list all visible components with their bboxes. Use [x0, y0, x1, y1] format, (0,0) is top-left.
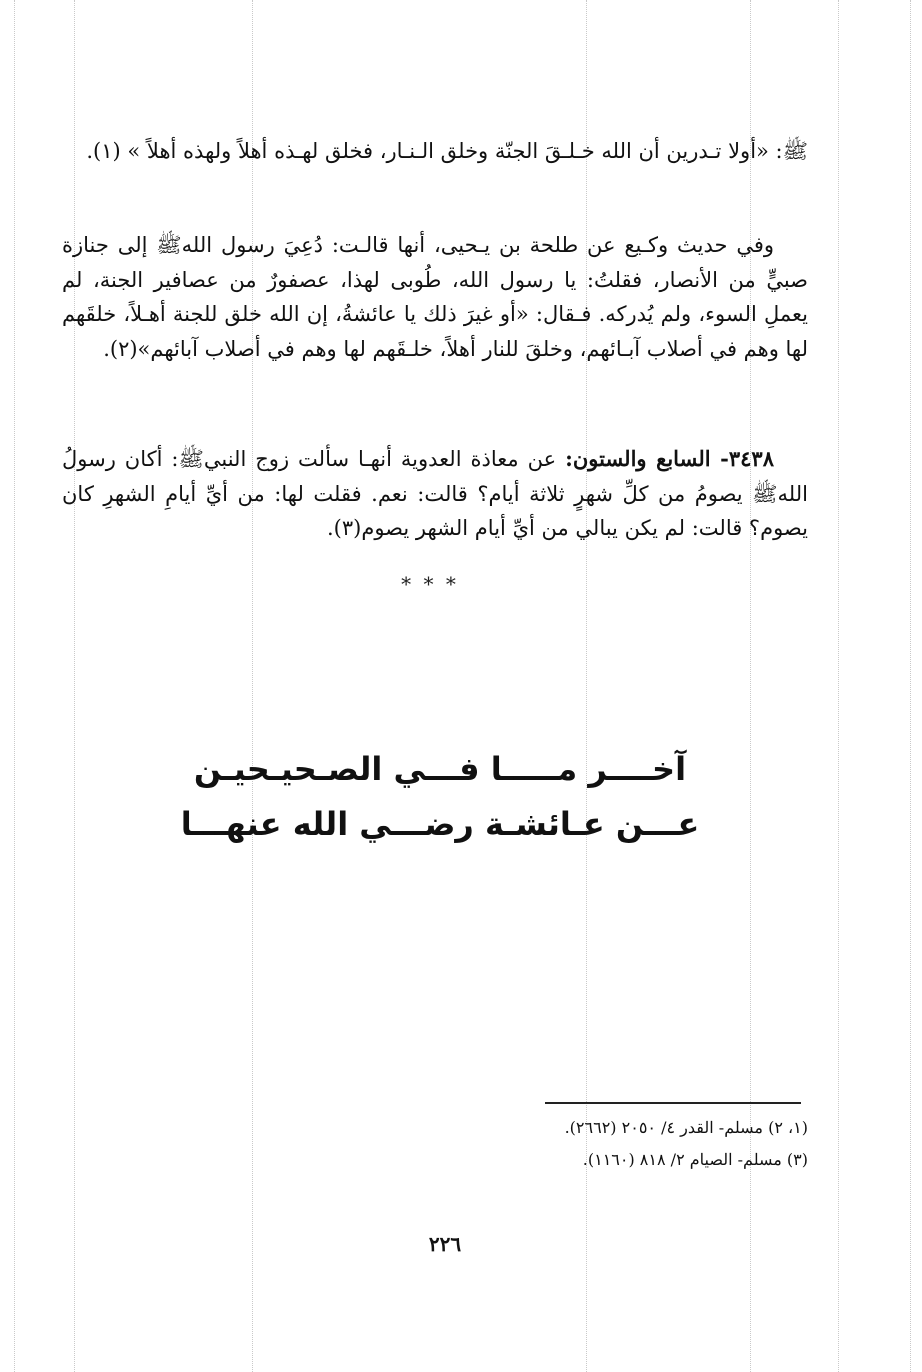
footnote-item: (٣) مسلم- الصيام ٢/ ٨١٨ (١١٦٠). [582, 1150, 808, 1169]
paragraph-text [62, 442, 808, 546]
hadith-number: ٣٤٣٨- السابع والستون: [565, 446, 774, 471]
page-number: ٢٢٦ [428, 1232, 462, 1256]
closing-title-line-1: آخــــر مـــــا فـــي الصـحيـحيـن [193, 750, 687, 788]
scan-artifact-line [252, 0, 253, 1372]
paragraph-text: وفي حديث وكـيع عن طلحة بن يـحيى، أنها قالـت: دُعِيَ رسول اللهﷺ إلى جنازة صبيٍّ من الأنصار، فقلتُ: يا رسول الله، طُوبى لهذا، عصفورٌ من عصافير الجنة، لم يعملِ السوء، ولم يُدركه. فـقال: «أو غيرَ ذلك يا عائشةُ، إن الله خلق للجنة أهـلاً، خلقَهم لها وهم في أصلاب آبـائهم، وخلقَ للنار أهلاً، خلـقَهم لها وهم في أصلاب آبائهم»(٢). [62, 233, 808, 361]
hadith-body: عن معاذة العدوية أنهـا سألت زوج النبيﷺ: أكان رسولُ اللهﷺ يصومُ من كلِّ شهرٍ ثلاثة أيام؟ قالت: نعم. فقلت لها: من أيِّ أيامِ الشهرِ كان يصوم؟ قالت: لم يكن يبالي من أيِّ أيام الشهر يصوم(٣). [62, 447, 808, 540]
paragraph-waki-hadith [62, 228, 808, 366]
scan-artifact-line [838, 0, 839, 1372]
footnote-item: (١، ٢) مسلم- القدر ٤/ ٢٠٥٠ (٢٦٦٢). [564, 1118, 808, 1137]
paragraph-hadith-ending [62, 134, 808, 169]
closing-title-line-2: عـــن عـائشـة رضـــي الله عنهـــا [180, 805, 700, 843]
paragraph-hadith-3438 [62, 442, 808, 546]
scan-artifact-line [74, 0, 75, 1372]
scan-artifact-line [910, 0, 911, 1372]
section-separator: * * * [401, 572, 459, 596]
paragraph-text: ﷺ: «أولا تـدرين أن الله خـلـقَ الجنّة وخلق الـنـار، فخلق لهـذه أهلاً ولهذه أهلاً » (١). [86, 139, 808, 163]
footnote-divider [545, 1102, 801, 1104]
footnotes [300, 1112, 808, 1176]
scan-artifact-line [14, 0, 15, 1372]
